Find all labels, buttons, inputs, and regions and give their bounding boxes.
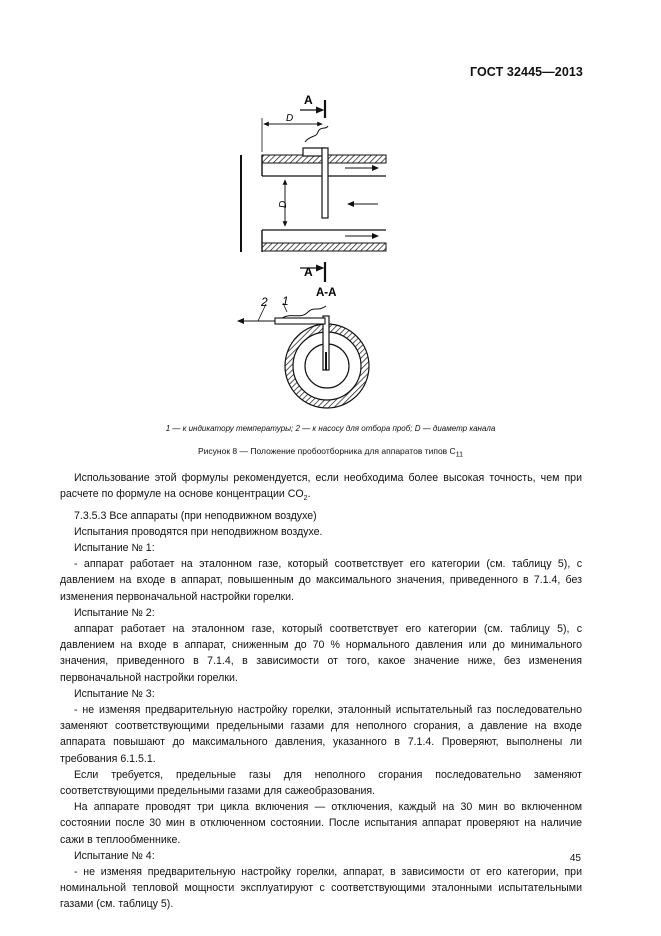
section-aa-view	[238, 287, 369, 408]
channel-longitudinal-view	[241, 93, 386, 282]
page-number: 45	[569, 853, 581, 864]
test-heading: Испытание № 3:	[74, 687, 155, 700]
paragraph: аппарат работает на эталонном газе, который соответствует его категории (см. таблицу 5), с давлением на входе в аппарат, сниженным до 70 % нормального давления или до минимального значения, приведенного в 7.1.4, в зависимости от того, какое значение ниже, без изменения первоначальной настройки горелки.	[60, 622, 582, 684]
document-header: ГОСТ 32445—2013	[469, 65, 583, 79]
dimension-side-label: D	[278, 200, 289, 208]
paragraph: - аппарат работает на эталонном газе, который соответствует его категории (см. таблицу 5), с давлением на входе в аппарат, повышенным до максимального значения, приведенного в 7.1.4, без изменения первоначальной настройки горелки.	[60, 558, 582, 603]
label-2: 2	[261, 295, 268, 309]
section-heading: 7.3.5.3 Все аппараты (при неподвижном воздухе)	[74, 509, 317, 522]
section-aa-title: А-А	[316, 287, 337, 299]
paragraph: - не изменяя предварительную настройку горелки, аппарат, в зависимости от его категории, при номинальной тепловой мощности эксплуатируют с соответствующими эталонными испытательными газами (см. таблицу 5).	[60, 865, 582, 911]
figure-caption-text: Рисунок 8 — Положение пробоотборника для аппаратов типов С	[198, 446, 456, 456]
test-heading: Испытание № 1:	[74, 541, 155, 554]
paragraph-end: .	[307, 488, 311, 501]
co2-subscript: 2	[303, 495, 308, 503]
section-mark-top: А	[304, 93, 313, 107]
dimension-top-label: D	[286, 113, 294, 124]
paragraph: Испытания проводятся при неподвижном воздухе.	[74, 525, 323, 538]
label-1: 1	[282, 294, 289, 308]
paragraph: - не изменяя предварительную настройку горелки, эталонный испытательный газ последовательно заменяют соответствующими предельными газами для неполного сгорания, а давление на входе аппарата повышают до максимального давления, указанного в 7.1.4. Проверяют, выполнены ли требования 6.1.5.1.	[60, 703, 582, 765]
paragraph	[60, 470, 582, 508]
paragraph: На аппарате проводят три цикла включения — отключения, каждый на 30 мин во включенном состоянии после 30 мин в отключенном состоянии. После испытания аппарат проверяют на наличие сажи в теплообменнике.	[60, 801, 582, 846]
figure-legend: 1 — к индикатору температуры; 2 — к насосу для отбора проб; D — диаметр канала	[165, 424, 496, 433]
body-text	[60, 470, 582, 913]
figure-caption	[0, 446, 661, 459]
figure-caption-subscript: 11	[455, 451, 463, 459]
paragraph-text: Использование этой формулы рекомендуется, если необходима более высокая точность, чем при расчете по формуле на основе концентрации CO	[60, 472, 582, 501]
test-heading: Испытание № 2:	[74, 606, 155, 619]
test-heading: Испытание № 4:	[74, 849, 155, 862]
figure-probe-position	[0, 0, 661, 440]
paragraph: Если требуется, предельные газы для неполного сгорания последовательно заменяют соответствующими предельными газами для сажеобразования.	[60, 768, 582, 797]
section-mark-bottom: А	[304, 265, 313, 279]
